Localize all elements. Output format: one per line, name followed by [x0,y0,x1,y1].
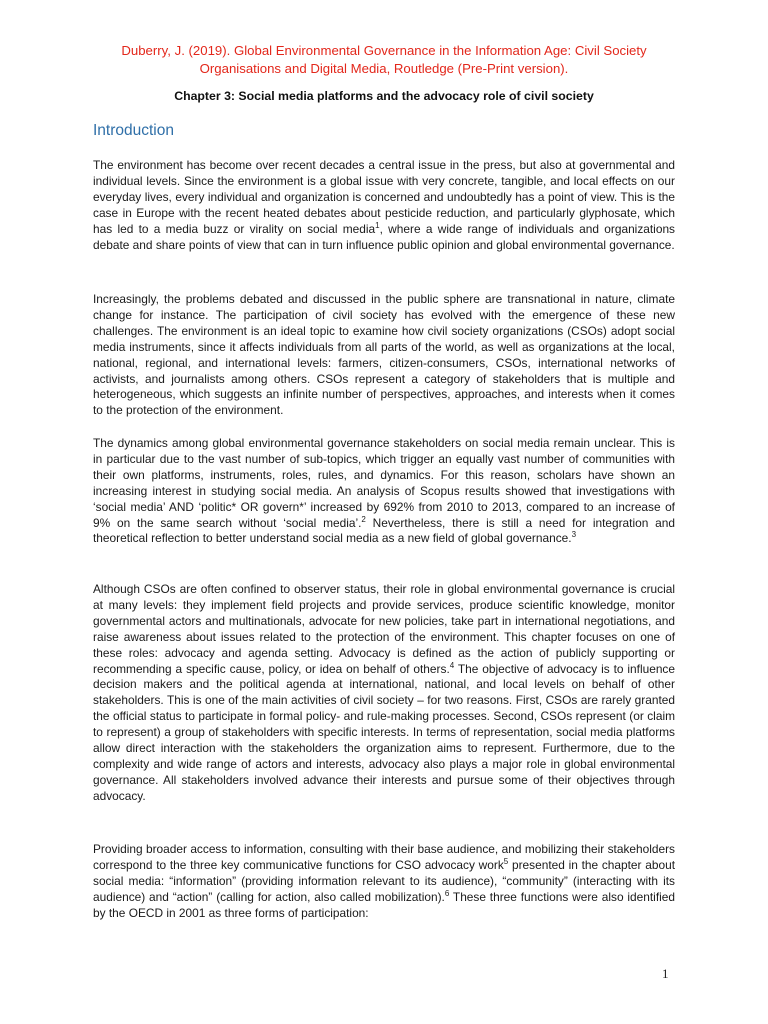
footnote-ref-1: 1 [375,220,380,230]
paragraph-4-text-b: The objective of advocacy is to influence decision makers and the political agenda at international, national, and local levels on behalf of other stakeholders. This is one of the main activities of civil society – for two reasons. First, CSOs are rarely granted the official status to participate in formal policy- and rule-making processes. Second, CSOs represent (or claim to represent) a group of stakeholders with specific interests. In terms of representation, social media platforms allow direct interaction with the stakeholders the organization aims to represent. Furthermore, due to the complexity and wide range of actors and interests, advocacy also plays a major role in global environmental governance. All stakeholders involved advance their interests and pursue some of their objectives through advocacy. [93,661,675,803]
paragraph-1-text-a: The environment has become over recent decades a central issue in the press, but also at governmental and individual levels. Since the environment is a global issue with very concrete, tangible, and local effects on our everyday lives, every individual and organization is concerned and undoubtedly has a point of view. This is the case in Europe with the recent heated debates about pesticide reduction, and particularly glyphosate, which has led to a media buzz or virality on social media [93,158,675,236]
paragraph-1 [93,158,675,253]
section-heading: Introduction [93,122,174,139]
footnote-ref-4: 4 [449,660,455,670]
paragraph-5-text-b: presented in the chapter about social media: “information” (providing information relevant to its audience), “community” (interacting with its audience) and “action” (calling for action, also called mobilization). [93,857,676,904]
paragraph-3-text-a: The dynamics among global environmental governance stakeholders on social media remain unclear. This is in particular due to the vast number of sub-topics, which trigger an equally vast number of communities with their own platforms, instruments, roles, rules, and dynamics. For this reason, scholars have shown an increasing interest in studying social media. An analysis of Scopus results showed that investigations with ‘social media’ AND ‘politic* OR govern*’ increased by 692% from 2010 to 2013, compared to an increase of 9% on the same search without ‘social media’. [93,436,675,530]
paragraph-5-text-c: These three functions were also identified by the OECD in 2001 as three forms of participation: [93,889,675,920]
paragraph-2 [93,292,675,419]
citation-line-1: Duberry, J. (2019). Global Environmental Governance in the Information Age: Civil Society [121,43,647,58]
paragraph-2-text: Increasingly, the problems debated and discussed in the public sphere are transnational in nature, climate change for instance. The participation of civil society has evolved with the emergence of these new challenges. The environment is an ideal topic to examine how civil society organizations (CSOs) adopt social media instruments, since it affects individuals from all parts of the world, as well as organizations at the local, national, regional, and international levels: farmers, citizen-consumers, CSOs, international networks of activists, and journalists among others. CSOs represent a category of stakeholders that is multiple and heterogeneous, which suggests an infinite number of perspectives, approaches, and interests when it comes to the protection of the environment. [93,292,675,418]
page-number: 1 [662,966,669,981]
paragraph-4 [93,582,675,805]
paragraph-4-text-a: Although CSOs are often confined to observer status, their role in global environmental governance is crucial at many levels: they implement field projects and provide services, produce scientific knowledge, monitor governmental actors and multinationals, advocate for new policies, take part in international negotiations, and raise awareness about issues related to the protection of the environment. This chapter focuses on one of these roles: advocacy and agenda setting. Advocacy is defined as the action of publicly supporting or recommending a specific cause, policy, or idea on behalf of others. [93,582,675,676]
paragraph-5-text-a: Providing broader access to information, consulting with their base audience, and mobilizing their stakeholders correspond to the three key communicative functions for CSO advocacy work [93,842,675,872]
paragraph-3 [93,436,675,547]
paragraph-1-text-b: , where a wide range of individuals and organizations debate and share points of view that can in turn influence public opinion and global environmental governance. [93,221,675,252]
paragraph-3-text-b: Nevertheless, there is still a need for integration and theoretical reflection to better understand social media as a new field of global governance. [93,515,675,546]
paragraph-5 [93,842,675,922]
citation-line-2: Organisations and Digital Media, Routledge (Pre-Print version). [199,61,569,76]
footnote-ref-2: 2 [361,514,366,524]
footnote-ref-6: 6 [444,888,450,898]
citation-header [70,42,698,78]
footnote-ref-5: 5 [503,856,509,866]
footnote-ref-3: 3 [571,530,577,540]
chapter-title: Chapter 3: Social media platforms and the advocacy role of civil society [174,89,594,103]
